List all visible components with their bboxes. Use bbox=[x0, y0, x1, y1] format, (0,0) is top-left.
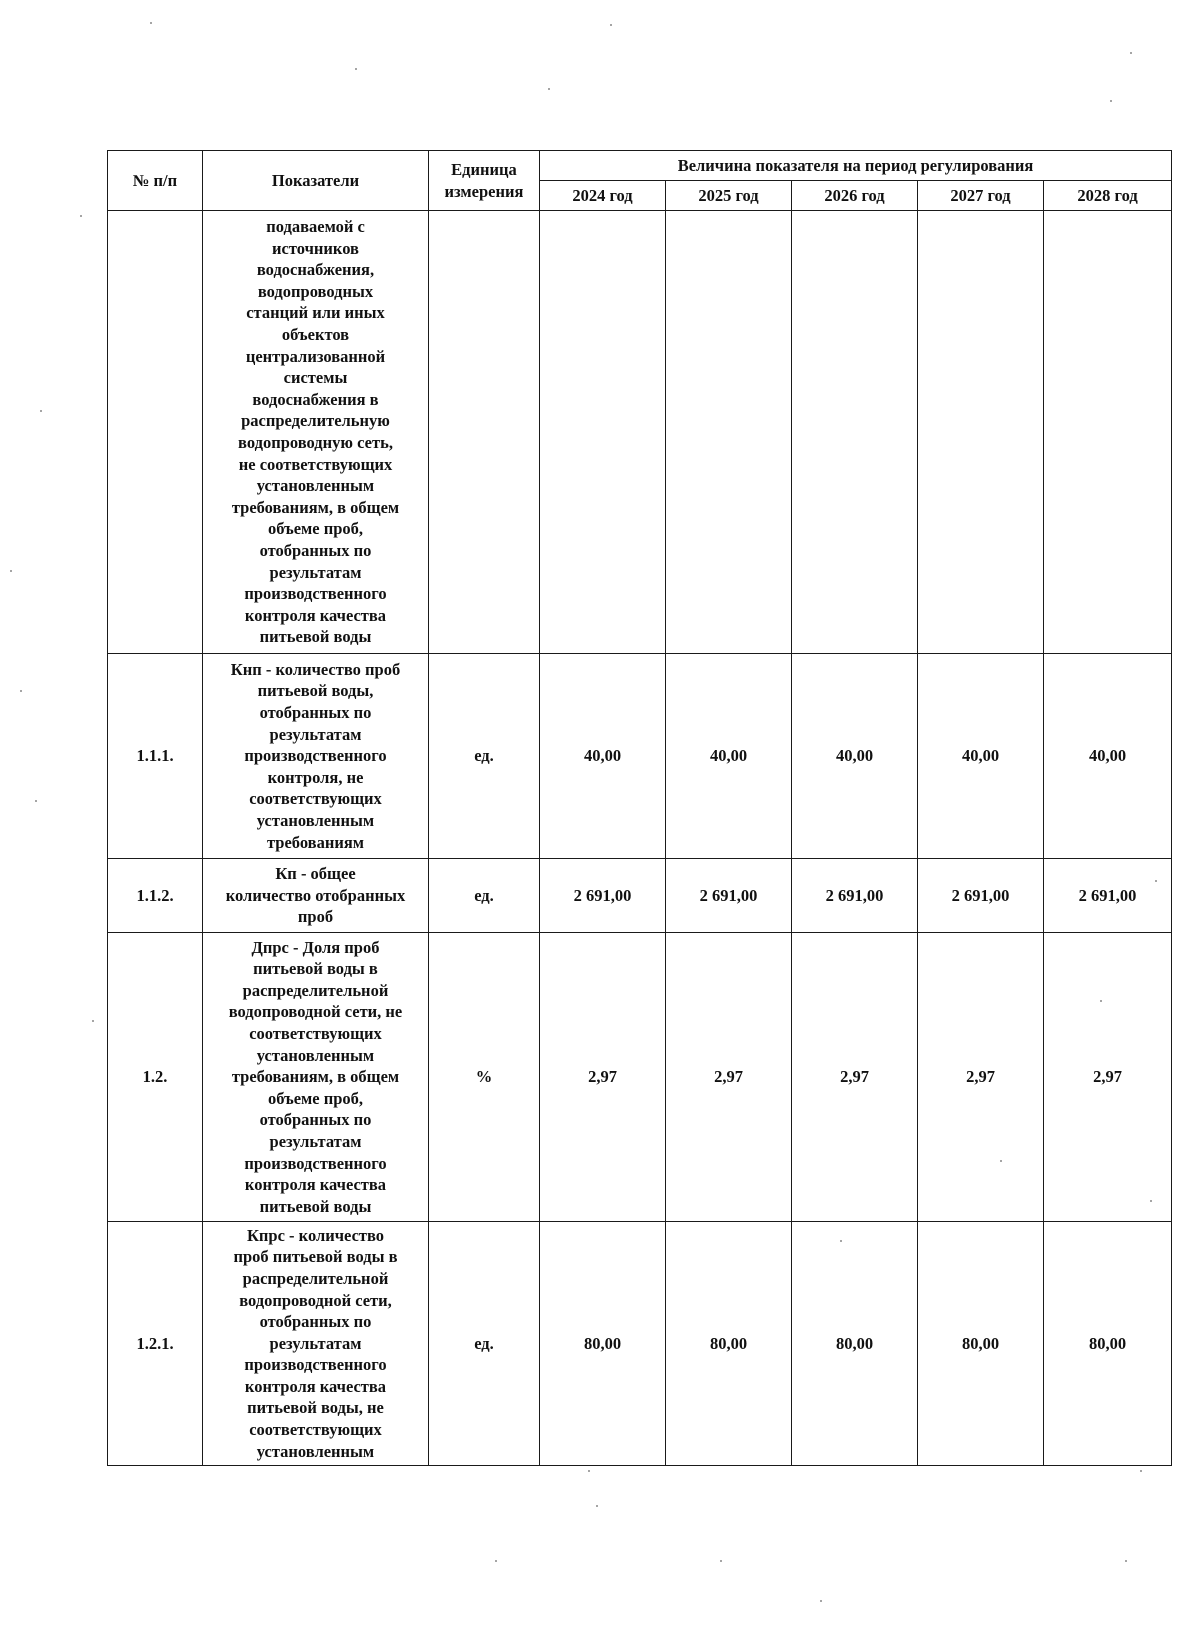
scan-speck bbox=[596, 1505, 598, 1507]
scan-speck bbox=[20, 690, 22, 692]
description-line: источников bbox=[272, 238, 359, 258]
row-num: 1.1.2. bbox=[108, 859, 203, 933]
description-line: Дпрс - Доля проб bbox=[251, 937, 380, 957]
description-line: водоснабжения, bbox=[256, 260, 375, 280]
table-row bbox=[108, 654, 1172, 859]
description-line: водопроводной сети, не bbox=[228, 1002, 403, 1022]
description-line: объеме проб, bbox=[267, 519, 364, 539]
description-line: производственного bbox=[244, 1153, 387, 1173]
description-line: требованиям, в общем bbox=[231, 1067, 400, 1087]
description-line: Кнп - количество проб bbox=[230, 659, 401, 679]
description-line: контроля качества bbox=[244, 605, 387, 625]
row-description bbox=[203, 654, 429, 859]
scan-speck bbox=[1110, 100, 1112, 102]
row-value-2026: 80,00 bbox=[792, 1222, 918, 1466]
row-value-2026: 40,00 bbox=[792, 654, 918, 859]
table-row bbox=[108, 1222, 1172, 1466]
indicators-table bbox=[107, 150, 1172, 1466]
description-line: Кп - общее bbox=[275, 864, 356, 884]
description-line: результатам bbox=[269, 1333, 362, 1353]
description-line: водопроводной сети, bbox=[239, 1290, 392, 1310]
description-line: требованиям bbox=[266, 832, 365, 852]
description-line: подаваемой с bbox=[266, 217, 365, 237]
table-row bbox=[108, 933, 1172, 1222]
description-line: производственного bbox=[244, 746, 387, 766]
row-value-2026 bbox=[792, 211, 918, 654]
description-line: контроля, не bbox=[267, 767, 364, 787]
description-line: соответствующих bbox=[249, 1024, 382, 1044]
description-line: производственного bbox=[244, 1355, 387, 1375]
row-value-2024: 40,00 bbox=[540, 654, 666, 859]
row-unit: ед. bbox=[429, 859, 540, 933]
scan-speck bbox=[1125, 1560, 1127, 1562]
header-year-2028: 2028 год bbox=[1044, 181, 1172, 211]
row-value-2027: 80,00 bbox=[918, 1222, 1044, 1466]
scan-speck bbox=[10, 570, 12, 572]
row-num bbox=[108, 211, 203, 654]
row-value-2025 bbox=[666, 211, 792, 654]
description-line: централизованной bbox=[245, 346, 386, 366]
scan-speck bbox=[1150, 1200, 1152, 1202]
row-value-2028: 2 691,00 bbox=[1044, 859, 1172, 933]
row-unit: % bbox=[429, 933, 540, 1222]
header-year-2025: 2025 год bbox=[666, 181, 792, 211]
row-value-2027: 2 691,00 bbox=[918, 859, 1044, 933]
description-line: отобранных по bbox=[259, 540, 372, 560]
row-unit: ед. bbox=[429, 654, 540, 859]
scan-speck bbox=[150, 22, 152, 24]
description-line: результатам bbox=[269, 1131, 362, 1151]
description-line: Кпрс - количество bbox=[246, 1225, 385, 1245]
table-row bbox=[108, 859, 1172, 933]
description-line: требованиям, в общем bbox=[231, 497, 400, 517]
row-value-2025: 2 691,00 bbox=[666, 859, 792, 933]
row-value-2028: 80,00 bbox=[1044, 1222, 1172, 1466]
description-line: станций или иных bbox=[246, 303, 385, 323]
header-num: № п/п bbox=[108, 151, 203, 211]
description-line: распределительной bbox=[242, 980, 389, 1000]
row-description bbox=[203, 933, 429, 1222]
header-year-2024: 2024 год bbox=[540, 181, 666, 211]
row-value-2026: 2,97 bbox=[792, 933, 918, 1222]
header-indicator: Показатели bbox=[203, 151, 429, 211]
description-line: питьевой воды, не bbox=[247, 1398, 384, 1418]
description-line: установленным bbox=[256, 1045, 375, 1065]
description-line: водопроводных bbox=[257, 281, 374, 301]
row-value-2028: 2,97 bbox=[1044, 933, 1172, 1222]
table-row bbox=[108, 211, 1172, 654]
row-value-2025: 80,00 bbox=[666, 1222, 792, 1466]
scan-speck bbox=[80, 215, 82, 217]
row-value-2028 bbox=[1044, 211, 1172, 654]
description-line: распределительной bbox=[242, 1268, 389, 1288]
scan-speck bbox=[1155, 880, 1157, 882]
description-line: контроля качества bbox=[244, 1175, 387, 1195]
description-line: водопроводную сеть, bbox=[238, 433, 393, 452]
description-line: производственного bbox=[244, 584, 387, 604]
description-line: объеме проб, bbox=[267, 1088, 364, 1108]
row-value-2027: 40,00 bbox=[918, 654, 1044, 859]
row-value-2024 bbox=[540, 211, 666, 654]
description-line: количество отобранных bbox=[225, 885, 406, 905]
description-line: системы bbox=[283, 368, 348, 388]
scan-speck bbox=[92, 1020, 94, 1022]
row-description bbox=[203, 211, 429, 654]
scan-speck bbox=[35, 800, 37, 802]
description-line: установленным bbox=[256, 476, 375, 496]
row-value-2027: 2,97 bbox=[918, 933, 1044, 1222]
row-num: 1.2.1. bbox=[108, 1222, 203, 1466]
description-line: питьевой воды в bbox=[253, 959, 378, 979]
description-line: отобранных по bbox=[259, 1312, 372, 1332]
scan-speck bbox=[610, 24, 612, 26]
description-line: отобранных по bbox=[259, 1110, 372, 1130]
description-line: соответствующих bbox=[249, 789, 382, 809]
description-line: водоснабжения в bbox=[252, 389, 379, 409]
header-year-2027: 2027 год bbox=[918, 181, 1044, 211]
row-num: 1.2. bbox=[108, 933, 203, 1222]
row-value-2024: 2 691,00 bbox=[540, 859, 666, 933]
scan-speck bbox=[40, 410, 42, 412]
table-body bbox=[108, 211, 1172, 1466]
description-line: питьевой воды, bbox=[257, 681, 374, 701]
row-num: 1.1.1. bbox=[108, 654, 203, 859]
row-value-2026: 2 691,00 bbox=[792, 859, 918, 933]
row-value-2025: 2,97 bbox=[666, 933, 792, 1222]
table-header bbox=[108, 151, 1172, 211]
scan-speck bbox=[1130, 52, 1132, 54]
row-value-2028: 40,00 bbox=[1044, 654, 1172, 859]
description-line: результатам bbox=[269, 562, 362, 582]
description-line: питьевой воды bbox=[259, 1196, 372, 1216]
scan-speck bbox=[720, 1560, 722, 1562]
row-description bbox=[203, 859, 429, 933]
header-period: Величина показателя на период регулирования bbox=[540, 151, 1172, 181]
scan-speck bbox=[840, 1240, 842, 1242]
header-year-2026: 2026 год bbox=[792, 181, 918, 211]
header-unit: Единица измерения bbox=[429, 151, 540, 211]
description-line: питьевой воды bbox=[259, 627, 372, 647]
scan-speck bbox=[1100, 1000, 1102, 1002]
description-line: не соответствующих bbox=[238, 454, 393, 474]
row-value-2024: 80,00 bbox=[540, 1222, 666, 1466]
row-value-2027 bbox=[918, 211, 1044, 654]
scan-speck bbox=[1140, 1470, 1142, 1472]
description-line: результатам bbox=[269, 724, 362, 744]
scan-speck bbox=[495, 1560, 497, 1562]
row-unit: ед. bbox=[429, 1222, 540, 1466]
description-line: проб питьевой воды в bbox=[233, 1247, 398, 1267]
scan-speck bbox=[820, 1600, 822, 1602]
row-value-2024: 2,97 bbox=[540, 933, 666, 1222]
description-line: соответствующих bbox=[249, 1420, 382, 1440]
description-line: объектов bbox=[281, 325, 350, 345]
description-line: распределительную bbox=[241, 411, 390, 431]
scan-speck bbox=[1000, 1160, 1002, 1162]
row-value-2025: 40,00 bbox=[666, 654, 792, 859]
description-line: контроля качества bbox=[244, 1376, 387, 1396]
row-description bbox=[203, 1222, 429, 1466]
description-line: установленным bbox=[256, 810, 375, 830]
scan-speck bbox=[588, 1470, 590, 1472]
scan-speck bbox=[548, 88, 550, 90]
scan-speck bbox=[355, 68, 357, 70]
row-unit bbox=[429, 211, 540, 654]
description-line: проб bbox=[297, 907, 334, 927]
description-line: установленным bbox=[256, 1441, 375, 1461]
description-line: отобранных по bbox=[259, 703, 372, 723]
